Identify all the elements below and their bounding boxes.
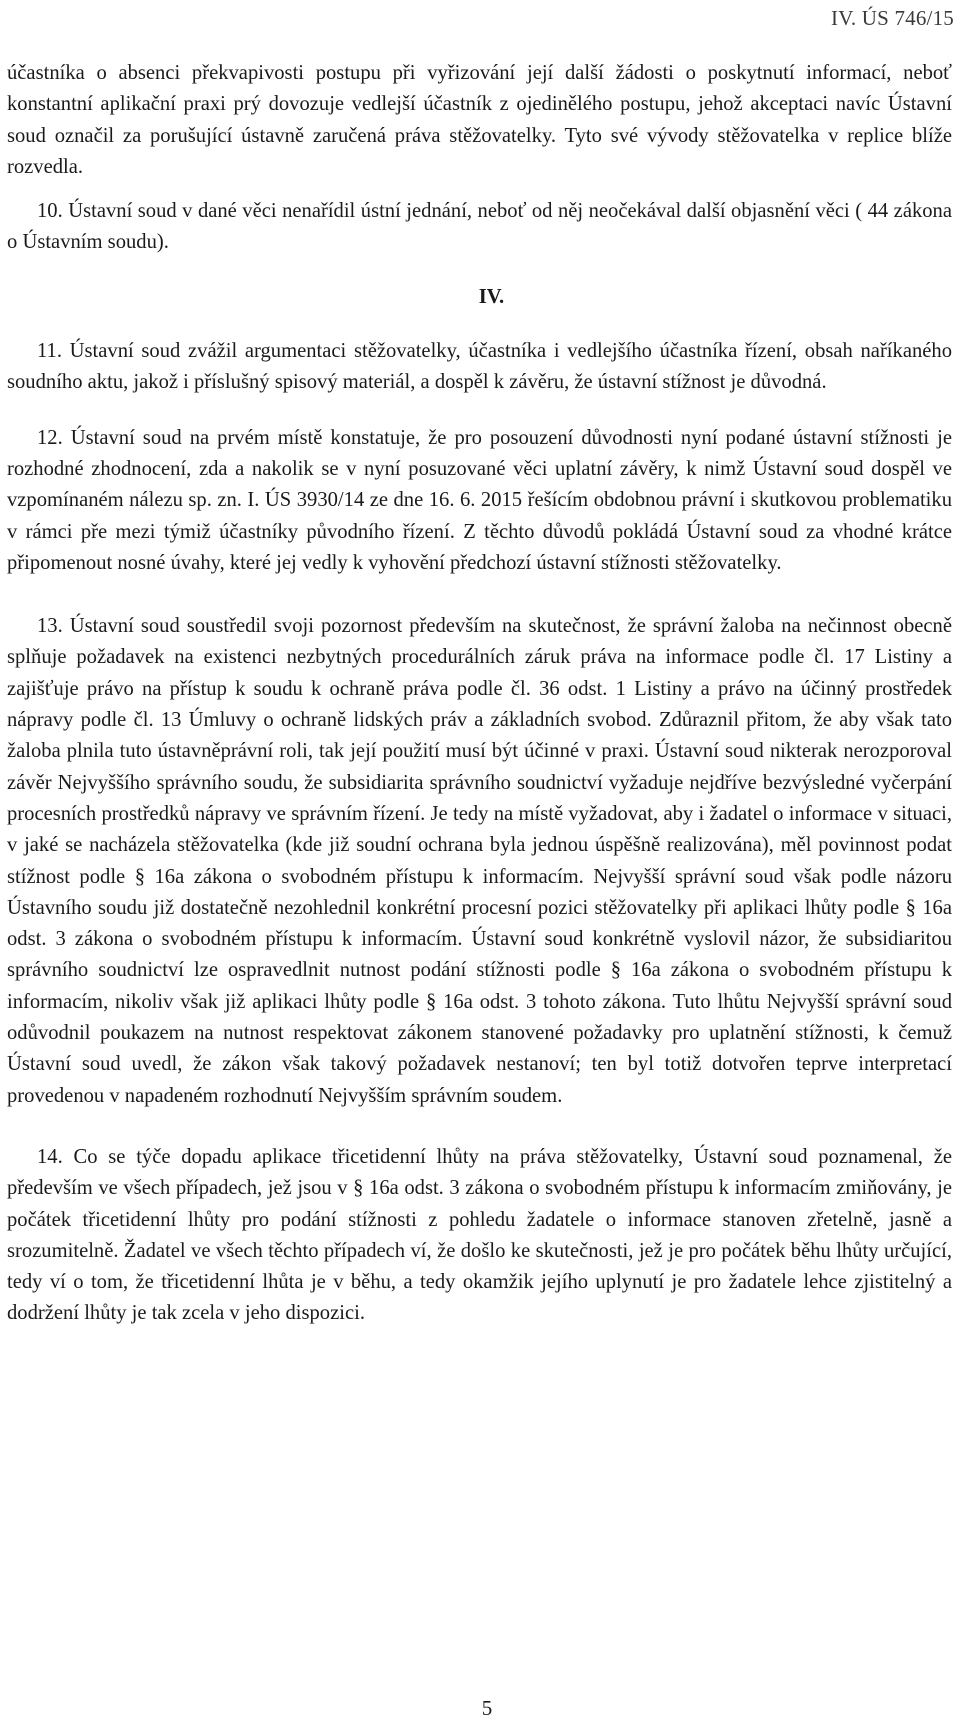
paragraph-12: 12. Ústavní soud na prvém místě konstatuje, že pro posouzení důvodnosti nyní podané ústavní stížnosti je rozhodné zhodnocení, zda a nakolik se v nyní posuzované věci uplatní závěry, k nimž Ústavní soud dospěl ve vzpomínaném nálezu sp. zn. I. ÚS 3930/14 ze dne 16. 6. 2015 řešícím obdobnou právní i skutkovou problematiku v rámci pře mezi týmiž účastníky původního řízení. Z těchto důvodů pokládá Ústavní soud za vhodné krátce připomenout nosné úvahy, které jej vedly k vyhovění předchozí ústavní stížnosti stěžovatelky. — [7, 426, 952, 574]
paragraph-11: 11. Ústavní soud zvážil argumentaci stěžovatelky, účastníka i vedlejšího účastníka řízení, obsah naříkaného soudního aktu, jakož i příslušný spisový materiál, a dospěl k závěru, že ústavní stížnost je důvodná. — [7, 340, 952, 394]
paragraph-13: 13. Ústavní soud soustředil svoji pozornost především na skutečnost, že správní žaloba na nečinnost obecně splňuje požadavek na existenci nezbytných procedurálních záruk práva na informace podle čl. 17 Listiny a zajišťuje právo na přístup k soudu k ochraně práva podle čl. 36 odst. 1 Listiny a právo na účinný prostředek nápravy podle čl. 13 Úmluvy o ochraně lidských práv a základních svobod. Zdůraznil přitom, že aby však tato žaloba plnila tuto ústavněprávní roli, tak její použití musí být účinné v praxi. Ústavní soud nikterak nerozporoval závěr Nejvyššího správního soudu, že subsidiarita správního soudnictví vyžaduje nejdříve bezvýsledné vyčerpání procesních prostředků nápravy ve správním řízení. Je tedy na místě vyžadovat, aby i žadatel o informace v situaci, v jaké se nacházela stěžovatelka (kde již soudní ochrana byla jednou úspěšně realizována), měl povinnost podat stížnost podle § 16a zákona o svobodném přístupu k informacím. Nejvyšší správní soud však podle názoru Ústavního soudu již dostatečně nezohlednil konkrétní procesní pozici stěžovatelky při aplikaci lhůty podle § 16a odst. 3 zákona o svobodném přístupu k informacím. Ústavní soud konkrétně vyslovil názor, že subsidiaritou správního soudnictví lze ospravedlnit nutnost podání stížnosti podle § 16a zákona o svobodném přístupu k informacím, nikoliv však již aplikaci lhůty podle § 16a odst. 3 tohoto zákona. Tuto lhůtu Nejvyšší správní soud odůvodnil poukazem na nutnost respektovat zákonem stanovené požadavky pro uplatnění stížnosti, k čemuž Ústavní soud uvedl, že zákon však takový požadavek nestanoví; ten byl totiž dotvořen teprve interpretací provedenou v napadeném rozhodnutí Nejvyšším správním soudem. — [7, 615, 952, 1107]
document-body — [7, 58, 952, 1330]
page-number: 5 — [481, 1696, 493, 1720]
paragraph-10: 10. Ústavní soud v dané věci nenařídil ústní jednání, neboť od něj neočekával další objasnění věci ( 44 zákona o Ústavním soudu). — [7, 200, 952, 254]
case-number-header: IV. ÚS 746/15 — [831, 6, 954, 30]
paragraph-14: 14. Co se týče dopadu aplikace třicetidenní lhůty na práva stěžovatelky, Ústavní soud poznamenal, že především ve všech případech, jež jsou v § 16a odst. 3 zákona o svobodném přístupu k informacím zmiňovány, je počátek třicetidenní lhůty pro podání stížnosti z pohledu žadatele o informace stanoven zřetelně, jasně a srozumitelně. Žadatel ve všech těchto případech ví, že došlo ke skutečnosti, jež je pro počátek běhu lhůty určující, tedy ví o tom, že třicetidenní lhůta je v běhu, a tedy okamžik jejího uplynutí je pro žadatele lehce zjistitelný a dodržení lhůty je tak zcela v jeho dispozici. — [7, 1145, 952, 1325]
paragraph-9-continuation: účastníka o absenci překvapivosti postupu při vyřizování její další žádosti o poskytnutí informací, neboť konstantní aplikační praxi prý dovozuje vedlejší účastník z ojedinělého postupu, jehož akceptaci navíc Ústavní soud označil za porušující ústavně zaručená práva stěžovatelky. Tyto své vývody stěžovatelka v replice blíže rozvedla. — [7, 62, 952, 178]
section-heading-iv: IV. — [478, 285, 505, 308]
